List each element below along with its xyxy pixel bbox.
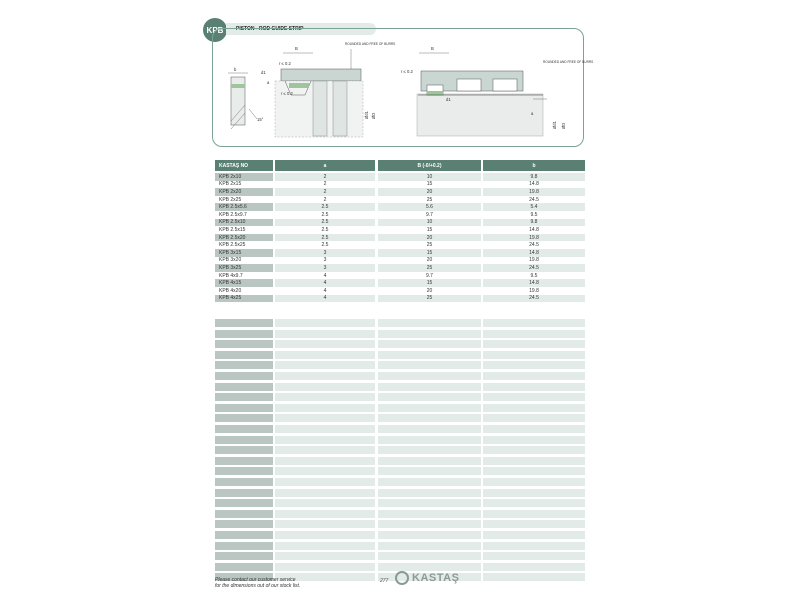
empty-cell [378, 520, 481, 528]
empty-cell [483, 319, 585, 327]
cell-a: 4 [275, 279, 375, 287]
cell-b: 14.8 [529, 226, 539, 233]
empty-cell [483, 520, 585, 528]
cell-kastas-no: KPB 2x25 [219, 196, 242, 203]
table-row [215, 196, 585, 204]
empty-cell [483, 436, 585, 444]
cell-B: 15 [426, 181, 433, 188]
empty-cell [483, 531, 585, 539]
empty-table-row [215, 563, 585, 571]
label-od1-left: Ød1 [364, 111, 369, 119]
empty-cell [378, 330, 481, 338]
table-row [215, 241, 585, 249]
empty-cell [378, 351, 481, 359]
empty-table-row [215, 383, 585, 391]
column-header-a: a [275, 160, 375, 171]
empty-table-row [215, 425, 585, 433]
empty-table-row [215, 531, 585, 539]
cell-a: 2.5 [275, 203, 375, 211]
empty-cell [483, 478, 585, 486]
label-a-left: a [267, 80, 270, 85]
empty-cell [275, 531, 375, 539]
label-d1-left: d1 [261, 70, 266, 75]
cell-kastas-no: KPB 4x9.7 [219, 272, 243, 279]
empty-table-row [215, 467, 585, 475]
cell-a: 4 [323, 272, 327, 279]
empty-cell [275, 330, 375, 338]
empty-cell [378, 467, 481, 475]
logo-text: KASTAŞ [412, 572, 460, 584]
cell-b: 24.5 [529, 196, 539, 203]
column-header-kastas-no: KASTAŞ NO [215, 160, 273, 171]
empty-cell [483, 467, 585, 475]
empty-cell [483, 340, 585, 348]
strip-section-drawing [228, 73, 257, 129]
empty-table-row [215, 436, 585, 444]
cell-B: 9.7 [426, 211, 433, 218]
empty-cell [275, 319, 375, 327]
empty-cell [215, 393, 273, 401]
empty-cell [215, 372, 273, 380]
empty-cell [275, 499, 375, 507]
cell-kastas-no: KPB 2.5x9.7 [219, 211, 247, 218]
empty-cell [483, 361, 585, 369]
label-r-top: r ≤ 0.2 [279, 61, 291, 66]
cell-a: 2.5 [275, 234, 375, 242]
empty-cell [378, 404, 481, 412]
empty-cell [215, 563, 273, 571]
cell-b: 24.5 [483, 295, 585, 303]
empty-cell [378, 383, 481, 391]
empty-cell [483, 330, 585, 338]
cell-B: 5.6 [378, 203, 481, 211]
empty-cell [378, 531, 481, 539]
empty-cell [483, 489, 585, 497]
empty-cell [275, 414, 375, 422]
empty-cell [378, 319, 481, 327]
empty-cell [483, 425, 585, 433]
empty-table-row [215, 319, 585, 327]
empty-table-row [215, 499, 585, 507]
empty-cell [378, 425, 481, 433]
empty-cell [275, 361, 375, 369]
empty-table-row [215, 393, 585, 401]
footer-note-line-1: Please contact our customer service [215, 577, 296, 583]
cell-a: 2.5 [321, 242, 329, 249]
empty-cell [378, 372, 481, 380]
footer-note-line-2: for the dimensions out of our stock list. [215, 583, 301, 589]
empty-table-row [215, 361, 585, 369]
empty-cell [483, 573, 585, 581]
cell-kastas-no: KPB 2x20 [215, 188, 273, 196]
label-15-deg: 15° [257, 117, 264, 122]
empty-cell [378, 510, 481, 518]
empty-cell [275, 563, 375, 571]
cell-B: 15 [378, 279, 481, 287]
empty-cell [275, 552, 375, 560]
empty-cell [483, 457, 585, 465]
table-row [215, 203, 585, 211]
empty-cell [215, 478, 273, 486]
table-row [215, 272, 585, 280]
empty-cell [378, 436, 481, 444]
page-title: PISTON - ROD GUIDE STRIP [226, 23, 376, 35]
empty-cell [483, 542, 585, 550]
cell-b: 14.8 [483, 249, 585, 257]
empty-cell [215, 361, 273, 369]
empty-cell [215, 383, 273, 391]
empty-cell [275, 351, 375, 359]
empty-table-row [215, 478, 585, 486]
empty-cell [215, 319, 273, 327]
empty-cell [378, 478, 481, 486]
empty-cell [215, 340, 273, 348]
column-header-B: B (-0/+0.2) [378, 160, 481, 171]
empty-cell [378, 340, 481, 348]
cell-B: 15 [378, 249, 481, 257]
table-row [215, 264, 585, 272]
empty-cell [275, 404, 375, 412]
table-row [215, 219, 585, 227]
cell-b: 9.5 [530, 272, 538, 279]
empty-cell [215, 489, 273, 497]
empty-cell [275, 383, 375, 391]
empty-cell [483, 404, 585, 412]
empty-cell [483, 446, 585, 454]
empty-cell [275, 489, 375, 497]
cell-b: 14.8 [529, 181, 539, 188]
page-number: 277 [380, 578, 389, 584]
cell-B: 20 [378, 188, 481, 196]
cell-a: 2.5 [321, 211, 329, 218]
empty-cell [215, 499, 273, 507]
empty-cell [378, 499, 481, 507]
cell-b: 19.8 [483, 234, 585, 242]
empty-cell [378, 414, 481, 422]
label-od1-right: Ød1 [552, 121, 557, 129]
cell-b: 9.8 [483, 219, 585, 227]
label-d1-right: d1 [446, 97, 451, 102]
cell-a: 2 [323, 181, 327, 188]
cell-b: 14.8 [483, 279, 585, 287]
rod-assembly-drawing [417, 53, 547, 136]
empty-cell [215, 436, 273, 444]
empty-cell [378, 489, 481, 497]
empty-cell [483, 414, 585, 422]
empty-cell [215, 542, 273, 550]
table-row [215, 257, 585, 265]
empty-table-row [215, 372, 585, 380]
empty-cell [275, 510, 375, 518]
empty-cell [483, 563, 585, 571]
cell-kastas-no: KPB 3x25 [215, 264, 273, 272]
cell-a: 4 [323, 287, 327, 294]
empty-table-row [215, 446, 585, 454]
table-row [215, 211, 585, 219]
cell-B: 15 [426, 226, 433, 233]
cell-b: 24.5 [483, 264, 585, 272]
empty-cell [215, 467, 273, 475]
label-r-bottom: r ≤ 0.2 [281, 91, 293, 96]
empty-cell [215, 552, 273, 560]
empty-table-row [215, 351, 585, 359]
empty-cell [215, 425, 273, 433]
empty-cell [378, 552, 481, 560]
cell-B: 20 [426, 257, 433, 264]
empty-table-row [215, 340, 585, 348]
cell-kastas-no: KPB 2.5x15 [219, 226, 246, 233]
empty-cell [483, 552, 585, 560]
cell-b: 19.8 [483, 188, 585, 196]
cell-B: 25 [378, 264, 481, 272]
logo-mark-icon [395, 571, 409, 585]
empty-cell [215, 330, 273, 338]
label-rounded-left: ROUNDED AND FREE OF BURRS [345, 42, 396, 46]
cell-b: 5.4 [483, 203, 585, 211]
technical-drawing-frame [212, 28, 594, 147]
table-row [215, 249, 585, 257]
label-B-right: B [431, 46, 434, 51]
label-a-right: a [531, 111, 534, 116]
empty-cell [275, 393, 375, 401]
cell-kastas-no: KPB 2x10 [215, 173, 273, 181]
empty-cell [215, 446, 273, 454]
footer-note [215, 577, 300, 589]
cell-B: 20 [426, 287, 433, 294]
empty-table-row [215, 457, 585, 465]
empty-cell [483, 499, 585, 507]
cell-a: 2 [275, 188, 375, 196]
empty-table-row [215, 552, 585, 560]
cell-b: 19.8 [529, 287, 539, 294]
kastas-logo [395, 571, 459, 585]
empty-table-row [215, 489, 585, 497]
empty-cell [275, 478, 375, 486]
cell-b: 9.5 [530, 211, 538, 218]
empty-cell [215, 531, 273, 539]
empty-cell [275, 372, 375, 380]
table-row [215, 279, 585, 287]
cell-B: 10 [378, 173, 481, 181]
empty-cell [483, 372, 585, 380]
empty-table-row [215, 414, 585, 422]
label-oD-left: ØD [371, 112, 376, 119]
cell-kastas-no: KPB 2.5x25 [219, 242, 246, 249]
empty-cell [275, 457, 375, 465]
empty-cell [483, 393, 585, 401]
table-row [215, 295, 585, 303]
cell-b: 19.8 [529, 257, 539, 264]
cell-B: 10 [378, 219, 481, 227]
empty-cell [215, 520, 273, 528]
product-code-badge: KPB [203, 18, 227, 42]
empty-cell [483, 510, 585, 518]
column-header-b: b [483, 160, 585, 171]
empty-table-row [215, 510, 585, 518]
cell-a: 2.5 [321, 226, 329, 233]
empty-cell [215, 351, 273, 359]
label-rounded-right: ROUNDED AND FREE OF BURRS [543, 60, 594, 64]
cell-b: 9.8 [483, 173, 585, 181]
empty-cell [275, 467, 375, 475]
cell-a: 4 [275, 295, 375, 303]
empty-cell [378, 361, 481, 369]
cell-B: 25 [426, 242, 433, 249]
label-r-right: r ≤ 0.2 [401, 69, 413, 74]
empty-cell [378, 563, 481, 571]
cell-B: 9.7 [426, 272, 433, 279]
label-b: b [234, 67, 237, 72]
empty-cell [275, 520, 375, 528]
cell-kastas-no: KPB 3x15 [215, 249, 273, 257]
technical-drawing [213, 29, 594, 148]
empty-cell [275, 542, 375, 550]
table-row [215, 287, 585, 295]
cell-a: 3 [275, 249, 375, 257]
empty-table-row [215, 330, 585, 338]
label-B-left: B [295, 46, 298, 51]
cell-kastas-no: KPB 4x20 [219, 287, 242, 294]
cell-a: 2 [323, 196, 327, 203]
empty-table-row [215, 404, 585, 412]
cell-B: 20 [378, 234, 481, 242]
empty-cell [215, 457, 273, 465]
cell-a: 2 [275, 173, 375, 181]
empty-cell [275, 436, 375, 444]
cell-kastas-no: KPB 3x20 [219, 257, 242, 264]
empty-cell [483, 383, 585, 391]
empty-cell [275, 340, 375, 348]
empty-cell [483, 351, 585, 359]
empty-cell [215, 510, 273, 518]
table-row [215, 234, 585, 242]
empty-cell [378, 542, 481, 550]
empty-cell [378, 446, 481, 454]
cell-a: 3 [275, 264, 375, 272]
table-row [215, 181, 585, 189]
cell-b: 24.5 [529, 242, 539, 249]
empty-table-row [215, 520, 585, 528]
cell-kastas-no: KPB 2.5x10 [215, 219, 273, 227]
cell-kastas-no: KPB 4x15 [215, 279, 273, 287]
empty-cell [378, 393, 481, 401]
table-row [215, 188, 585, 196]
table-row [215, 173, 585, 181]
table-row [215, 226, 585, 234]
empty-cell [378, 457, 481, 465]
empty-cell [275, 425, 375, 433]
cell-a: 2.5 [275, 219, 375, 227]
cell-kastas-no: KPB 4x25 [215, 295, 273, 303]
cell-kastas-no: KPB 2.5x20 [215, 234, 273, 242]
cell-a: 3 [323, 257, 327, 264]
empty-table-row [215, 542, 585, 550]
cell-B: 25 [426, 196, 433, 203]
label-oD-right: ØD [561, 122, 566, 129]
cell-B: 25 [378, 295, 481, 303]
empty-cell [215, 404, 273, 412]
cell-kastas-no: KPB 2x15 [219, 181, 242, 188]
empty-cell [215, 414, 273, 422]
empty-cell [275, 446, 375, 454]
cell-kastas-no: KPB 2.5x5.6 [215, 203, 273, 211]
